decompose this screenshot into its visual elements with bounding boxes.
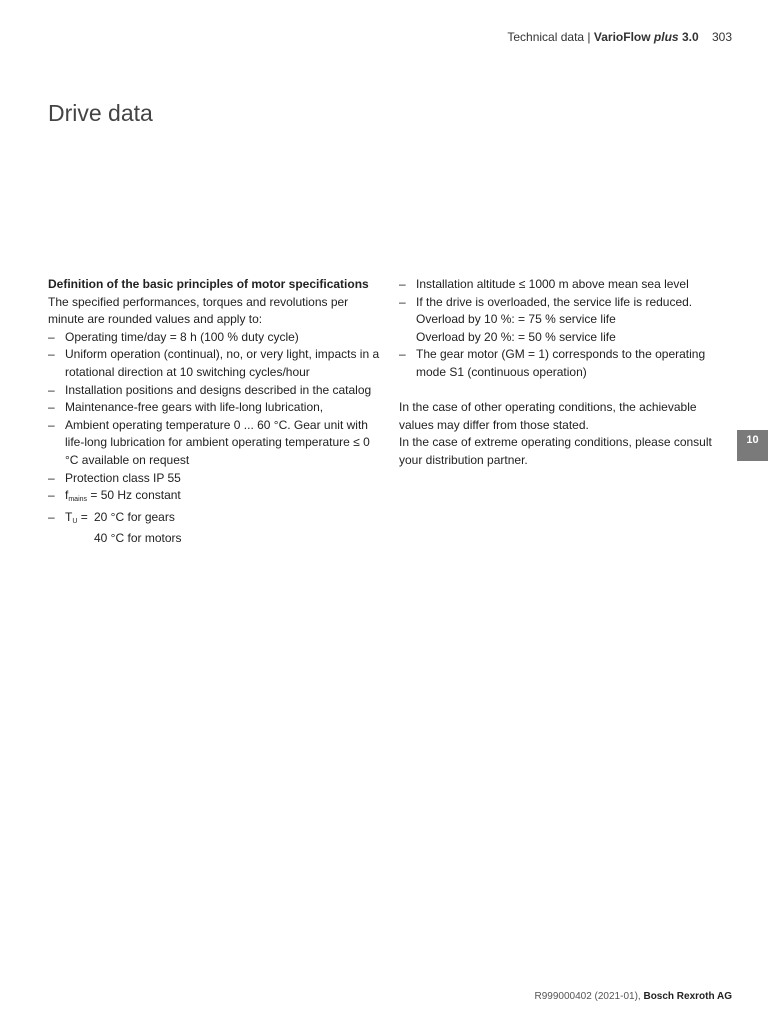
left-column xyxy=(48,276,383,548)
other-conditions-text: In the case of other operating conditions, the achievable values may differ from those stated. xyxy=(399,400,697,432)
fmains-symbol: f xyxy=(65,488,69,503)
footer-company: Bosch Rexroth AG xyxy=(643,991,732,1002)
fmains-text: = 50 Hz constant xyxy=(87,488,181,503)
tu-motors: 40 °C for motors xyxy=(94,531,182,546)
tu-gears: 20 °C for gears xyxy=(94,509,175,524)
list-item: – Uniform operation (continual), no, or very light, impacts in a rotational direction at 10 switching cycles/hour xyxy=(48,346,383,381)
header-separator: | xyxy=(587,30,591,44)
header-product xyxy=(594,30,699,44)
overload-10-text: Overload by 10 %: = 75 % service life xyxy=(416,312,616,327)
tu-label xyxy=(65,509,94,531)
tu-row xyxy=(65,509,383,531)
list-item-fmains xyxy=(48,487,383,509)
list-item-tu xyxy=(48,509,383,548)
overload-20-text: Overload by 20 %: = 50 % service life xyxy=(416,329,616,344)
spacer xyxy=(399,382,729,400)
list-item-text: – If the drive is overloaded, the service life is reduced. xyxy=(416,294,693,309)
intro-text: The specified performances, torques and revolutions per minute are rounded values and apply to: xyxy=(48,294,349,327)
list-item xyxy=(399,346,729,381)
page-footer xyxy=(534,991,732,1002)
tu-subscript: U xyxy=(72,517,78,525)
header-product-version: 3.0 xyxy=(681,30,699,44)
header-product-plus: plus xyxy=(653,30,679,44)
list-item: – Protection class IP 55 xyxy=(48,470,383,488)
fmains-subscript: mains xyxy=(68,496,88,504)
page-number: 303 xyxy=(711,30,732,44)
footer-doc-ref: R999000402 (2021-01), xyxy=(534,991,641,1002)
tu-eq: = xyxy=(77,509,88,524)
list-item: – Installation positions and designs described in the catalog xyxy=(48,382,383,400)
list-item: – Maintenance-free gears with life-long lubrication, xyxy=(48,399,383,417)
chapter-tab: 10 xyxy=(737,430,768,461)
page-title: Drive data xyxy=(48,100,153,126)
list-item: – Operating time/day = 8 h (100 % duty cycle) xyxy=(48,329,383,347)
page-header xyxy=(507,30,732,44)
list-item xyxy=(399,276,729,294)
header-product-prefix: VarioFlow xyxy=(593,30,651,44)
list-item xyxy=(399,294,729,347)
spec-list xyxy=(48,329,383,548)
list-item: – Ambient operating temperature 0 ... 60 °C. Gear unit with life-long lubrication for ambient operating temperature ≤ 0 °C available on request xyxy=(48,417,383,470)
extreme-conditions-text: In the case of extreme operating conditions, please consult your distribution partner. xyxy=(399,435,712,467)
header-section: Technical data xyxy=(507,30,585,44)
section-heading: Definition of the basic principles of motor specifications xyxy=(48,277,369,291)
list-item-text: Installation altitude ≤ 1000 m above mean sea level xyxy=(416,277,689,291)
right-column xyxy=(399,276,729,470)
tu-symbol: T xyxy=(65,509,73,524)
list-item-text: The gear motor (GM = 1) corresponds to the operating mode S1 (continuous operation) xyxy=(416,347,706,379)
conditions-list xyxy=(399,276,729,382)
